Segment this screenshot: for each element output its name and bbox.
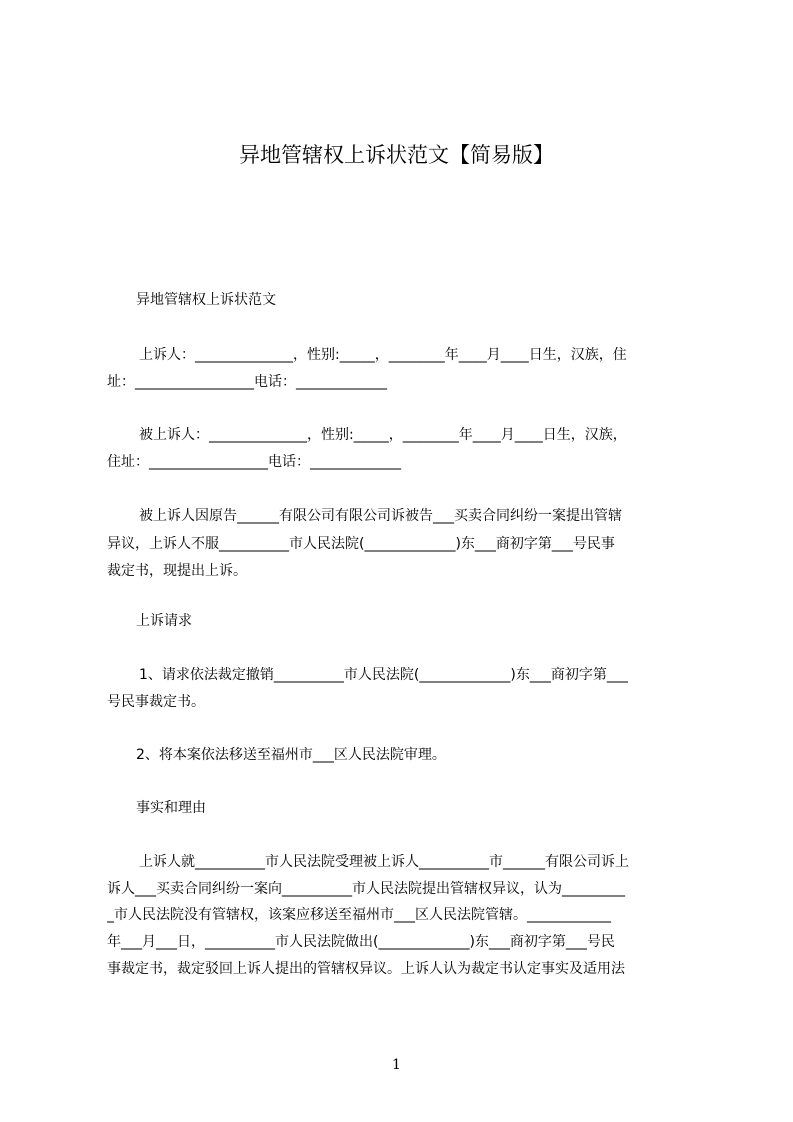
appellee-line-2: 住址：_________________电话：_____________ [107,454,401,470]
facts-line-5: 事裁定书，裁定驳回上诉人提出的管辖权异议。上诉人认为裁定书认定事实及适用法 [107,961,625,977]
claim-1-line-1: 1、请求依法裁定撤销__________市人民法院(_____________)东___商初字第___ [139,667,628,683]
facts-heading: 事实和理由 [136,800,206,816]
appellant-line-2: 址：_________________电话：_____________ [107,374,387,390]
document-title: 异地管辖权上诉状范文【简易版】 [239,143,554,167]
facts-line-1: 上诉人就__________市人民法院受理被上诉人__________市______有限公司诉上 [139,854,629,870]
claim-1-line-2: 号民事裁定书。 [107,694,205,710]
intro-line-1: 被上诉人因原告______有限公司有限公司诉被告___买卖合同纠纷一案提出管辖 [139,508,622,524]
intro-line-3: 裁定书，现提出上诉。 [107,563,247,579]
facts-line-3: _市人民法院没有管辖权，该案应移送至福州市___区人民法院管辖。____________ [107,907,611,923]
claims-heading: 上诉请求 [136,613,192,629]
facts-line-2: 诉人___买卖合同纠纷一案向__________市人民法院提出管辖权异议，认为_________ [107,881,625,897]
claim-2: 2、将本案依法移送至福州市___区人民法院审理。 [136,747,446,763]
appellant-line-1: 上诉人：______________，性别:_____，________年____月____日生，汉族，住 [139,347,627,363]
document-subtitle: 异地管辖权上诉状范文 [136,292,276,308]
intro-line-2: 异议，上诉人不服__________市人民法院(_____________)东___商初字第___号民事 [107,536,615,552]
facts-line-4: 年___月___日，__________市人民法院做出(_____________)东___商初字第___号民 [107,934,615,950]
appellee-line-1: 被上诉人：______________，性别:_____，________年____月____日生，汉族， [139,427,627,443]
page-number: 1 [392,1057,401,1073]
